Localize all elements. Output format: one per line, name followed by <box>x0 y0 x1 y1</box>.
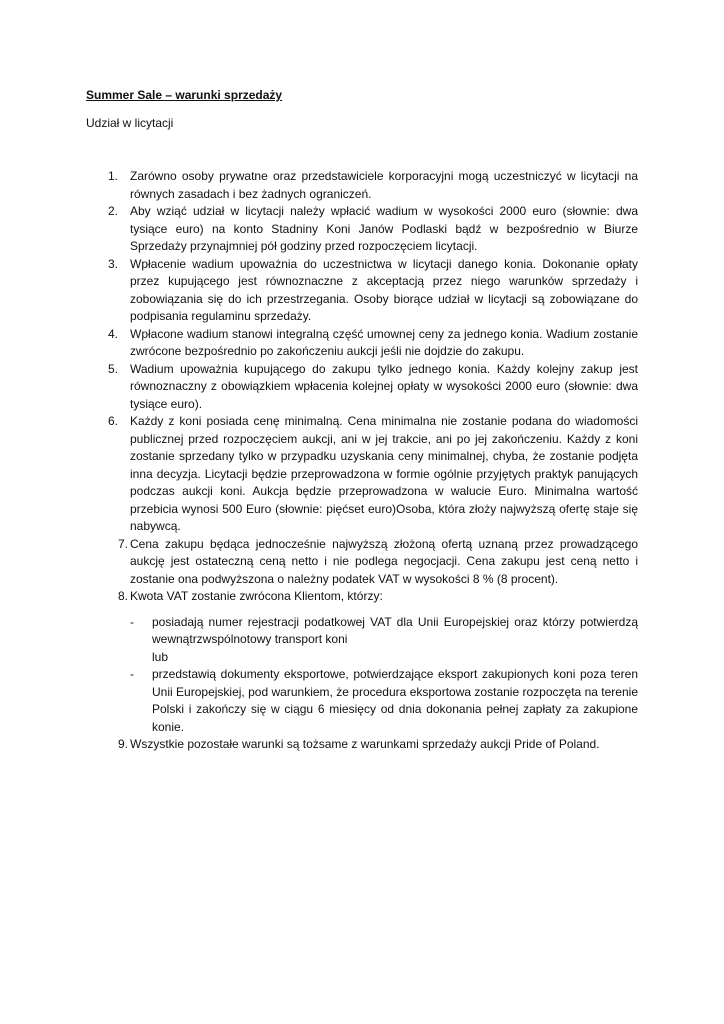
sub-list-item <box>130 614 638 667</box>
list-item-text: Każdy z koni posiada cenę minimalną. Cena minimalna nie zostanie podana do wiadomości publicznej przed rozpoczęciem aukcji, ani w jej trakcie, ani po jej zakończeniu. Każdy z koni zostanie sprzedany tylko w przypadku uzyskania ceny minimalnej, chyba, że zostanie podjęta inna decyzja. Licytacji będzie przeprowadzona w formie ogólnie przyjętych praktyk panujących podczas aukcji koni. Aukcja będzie przeprowadzona w walucie Euro. Minimalna wartość przebicia wynosi 500 Euro (słownie: pięćset euro)Osoba, która złoży najwyższą ofertę staje się nabywcą. <box>130 414 638 533</box>
connector-text: lub <box>152 649 169 664</box>
list-item-text: Zarówno osoby prywatne oraz przedstawiciele korporacyjni mogą uczestniczyć w licytacji na równych zasadach i bez żadnych ograniczeń. <box>130 169 638 201</box>
list-item-text: Wadium upoważnia kupującego do zakupu tylko jednego konia. Każdy kolejny zakup jest równoznaczny z obowiązkiem wpłacenia kolejnej opłaty w wysokości 2000 euro (słownie: dwa tysiące euro). <box>130 361 638 411</box>
list-item <box>108 168 638 203</box>
list-item-number: 3. <box>108 256 119 271</box>
list-item-number: 2. <box>108 204 119 218</box>
dash-bullet: - <box>130 667 134 681</box>
section-heading: Udział w licytacji <box>86 116 174 130</box>
list-item-text: Wpłacenie wadium upoważnia do uczestnictwa w licytacji danego konia. Dokonanie opłaty przez kupującego jest równoznaczne z akceptacją przez niego warunków sprzedaży i zobowiązania się do ich przestrzegania. Osoby biorące udział w licytacji są zobowiązane do podpisania regulaminu sprzedaży. <box>130 256 638 323</box>
list-item-text: Wszystkie pozostałe warunki są tożsame z warunkami sprzedaży aukcji Pride of Poland. <box>130 737 600 751</box>
list-item-text: Cena zakupu będąca jednocześnie najwyższą złożoną ofertą uznaną przez prowadzącego aukcję jest ostateczną ceną netto i nie podlega negocjacji. Cena zakupu jest ceną netto i zostanie ona podwyższona o należny podatek VAT w wysokości 8 % (8 procent). <box>130 536 638 586</box>
list-item-number: 8. <box>118 589 129 603</box>
sub-list-item-text: przedstawią dokumenty eksportowe, potwierdzające eksport zakupionych koni poza teren Unii Europejskiej, pod warunkiem, że procedura eksportowa zostanie rozpoczęta na terenie Polski i zakończy się w ciągu 6 miesięcy od dnia dokonania pełnej zapłaty za zakupione konie. <box>152 667 638 734</box>
list-item-text: Kwota VAT zostanie zwrócona Klientom, którzy: <box>130 589 383 603</box>
list-item-number: 4. <box>108 326 119 341</box>
document-title: Summer Sale – warunki sprzedaży <box>86 88 283 102</box>
list-item <box>108 326 638 361</box>
list-item <box>108 361 638 414</box>
list-item-number: 1. <box>108 169 119 183</box>
list-item <box>118 536 638 589</box>
list-item-number: 7. <box>118 536 129 551</box>
list-item-number: 6. <box>108 414 119 428</box>
list-item <box>108 413 638 536</box>
list-item <box>118 588 638 606</box>
list-item <box>108 256 638 326</box>
list-item-number: 5. <box>108 361 119 376</box>
list-item <box>118 736 638 754</box>
sub-list-item-text: posiadają numer rejestracji podatkowej VAT dla Unii Europejskiej oraz którzy potwierdzą wewnątrzwspólnotowy transport koni <box>152 614 638 646</box>
sub-list-item <box>130 666 638 736</box>
list-item-text: Aby wziąć udział w licytacji należy wpłacić wadium w wysokości 2000 euro (słownie: dwa tysiące euro) na konto Stadniny Koni Janów Podlaski bądź w bezpośrednio w Biurze Sprzedaży przynajmniej pół godziny przed rozpoczęciem licytacji. <box>130 204 638 253</box>
list-item <box>108 203 638 256</box>
list-item-text: Wpłacone wadium stanowi integralną część umownej ceny za jednego konia. Wadium zostanie zwrócone bezpośrednio po zakończeniu aukcji jeśli nie dojdzie do zakupu. <box>130 326 638 358</box>
terms-list <box>0 168 724 754</box>
dash-bullet: - <box>130 614 134 629</box>
list-item-number: 9. <box>118 737 129 751</box>
